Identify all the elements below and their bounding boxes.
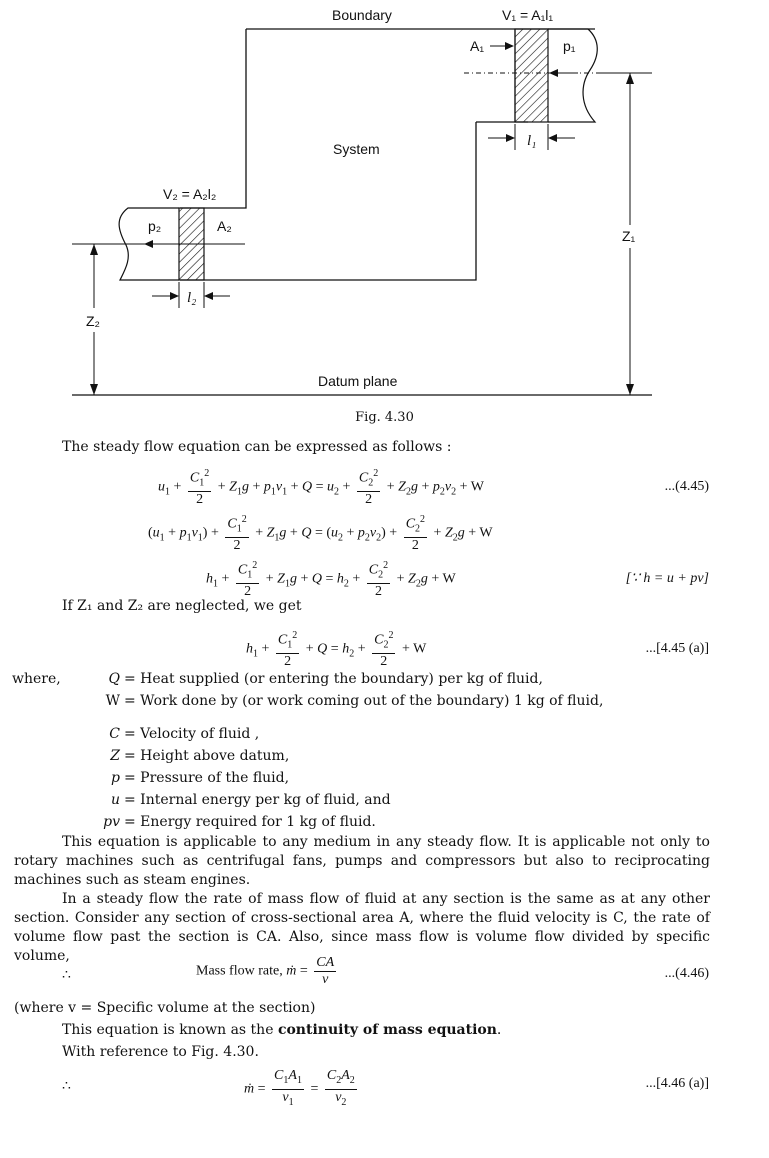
a1-label: A₁ (470, 38, 485, 54)
equation-4-45a: $h_1$ + $\frac{C_1^2}{2}$ + $Q = h_2$ + $\frac{C_2^2}{2}$ + W (246, 630, 427, 670)
equation-number-4-46a: ...[4.46 (a)] (645, 1076, 709, 1091)
definition-row: C = Velocity of fluid , (109, 726, 260, 742)
definition-row: p = Pressure of the fluid, (111, 770, 290, 786)
continuity-text: This equation is known as the continuity of mass equation. (62, 1022, 502, 1038)
l2-label: l₂ (187, 290, 197, 306)
intro-text: The steady flow equation can be expressed as follows : (62, 439, 452, 455)
system-label: System (333, 141, 380, 157)
definition-row: W = Work done by (or work coming out of the boundary) 1 kg of fluid, (105, 693, 604, 709)
definitions-list-b (90, 723, 391, 833)
equation-enthalpy-expanded: $(u_1 + p_1v_1)$ + $\frac{C_1^2}{2}$ + $Z_1g + Q = (u_2 + p_2v_2)$ + $\frac{C_2^2}{2}$ + $Z_2g + W$ (148, 514, 493, 554)
specific-volume-note: (where v = Specific volume at the section) (14, 1000, 316, 1016)
equation-4-46: Mass flow rate, ṁ = $\frac{CA}{v}$ (196, 955, 335, 987)
definition-row: pv = Energy required for 1 kg of fluid. (103, 814, 376, 830)
reference-text: With reference to Fig. 4.30. (62, 1044, 259, 1060)
datum-label: Datum plane (318, 373, 398, 389)
a2-label: A₂ (217, 218, 232, 234)
definition-row: Z = Height above datum, (110, 748, 290, 764)
system-diagram (0, 0, 769, 400)
figure-caption: Fig. 4.30 (355, 410, 414, 425)
equation-number-4-46: ...(4.46) (664, 966, 709, 981)
p1-label: p₁ (563, 38, 576, 54)
definition-row: Q = Heat supplied (or entering the boundary) per kg of fluid, (108, 671, 543, 687)
z2-label: Z₂ (86, 313, 100, 329)
neglect-text: If Z₁ and Z₂ are neglected, we get (62, 598, 302, 614)
p2-label: p₂ (148, 218, 162, 234)
equation-number-4-45a: ...[4.45 (a)] (645, 641, 709, 656)
equation-4-45: $u_1$ + $\frac{C_1^2}{2}$ + $Z_1g + p_1v_1 + Q = u_2$ + $\frac{C_2^2}{2}$ + $Z_2g + p_2v_2 + W$ (158, 468, 484, 508)
definition-row: u = Internal energy per kg of fluid, and (110, 792, 391, 808)
boundary-label: Boundary (332, 7, 392, 23)
equation-number-4-45: ...(4.45) (664, 479, 709, 494)
inlet-slug (515, 29, 548, 122)
paragraph-mass-flow: In a steady flow the rate of mass flow of fluid at any section is the same as at any other section. Consider any section of cross-sectional area A, where the fluid velocity is C, the rate of volume flow past the section is CA. Also, since mass flow is volume flow divided by specific volume, (14, 891, 710, 964)
enthalpy-note: [∵ h = u + pv] (625, 571, 709, 586)
z1-label: Z₁ (622, 228, 636, 244)
equation-4-46a: ṁ = $\frac{C_1A_1}{v_1}$ = $\frac{C_2A_2}{v_2}$ (244, 1068, 355, 1108)
paragraph-applicability: This equation is applicable to any medium in any steady flow. It is applicable not only to rotary machines such as centrifugal fans, pumps and compressors but also to reciprocating machines such as steam engines. (14, 834, 710, 888)
where-label: where, (12, 671, 61, 687)
l1-label: l₁ (527, 133, 537, 149)
v2-label: V₂ = A₂l₂ (163, 186, 217, 202)
therefore-symbol: ∴ (62, 967, 71, 983)
equation-enthalpy: $h_1$ + $\frac{C_1^2}{2}$ + $Z_1g + Q = h_2$ + $\frac{C_2^2}{2}$ + $Z_2g + W$ (206, 560, 456, 600)
definitions-list-a (90, 668, 603, 712)
v1-label: V₁ = A₁l₁ (502, 7, 554, 23)
therefore-symbol-2: ∴ (62, 1078, 71, 1094)
